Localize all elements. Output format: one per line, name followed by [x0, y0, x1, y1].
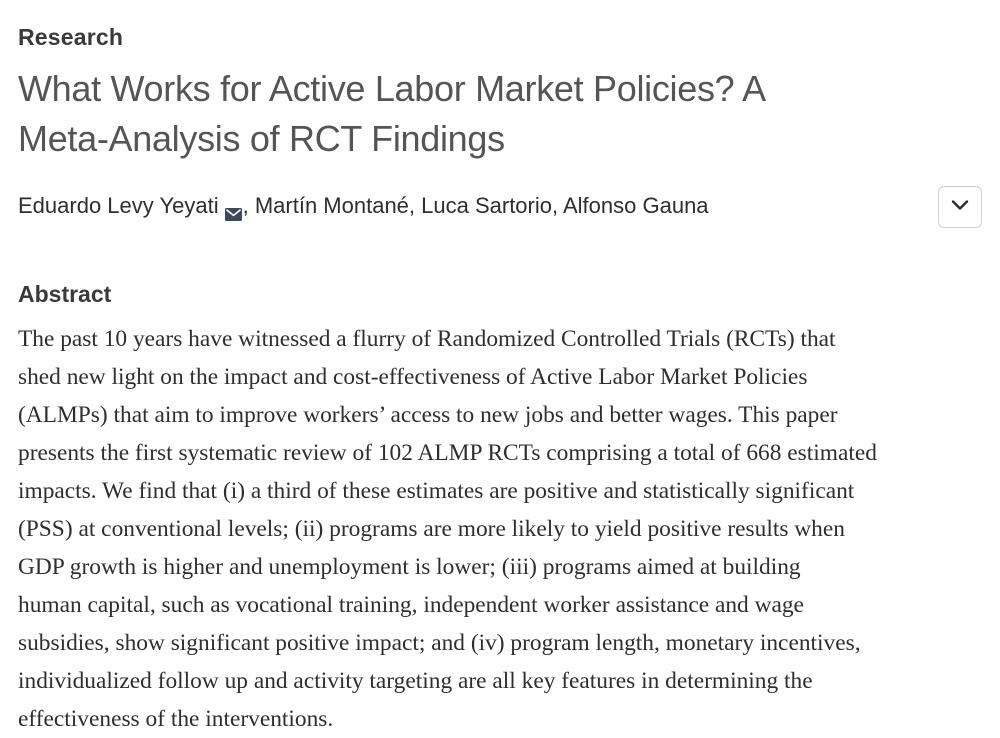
- co-authors[interactable]: , Martín Montané, Luca Sartorio, Alfonso Gauna: [242, 193, 709, 218]
- chevron-down-icon: [950, 198, 970, 216]
- abstract-line: effectiveness of the interventions.: [18, 706, 334, 732]
- abstract-line: human capital, such as vocational training, independent worker assistance and wage: [18, 592, 804, 618]
- author-name[interactable]: Eduardo Levy Yeyati: [18, 193, 219, 218]
- abstract-line: individualized follow up and activity targeting are all key features in determining the: [18, 668, 813, 694]
- abstract-text: [18, 320, 990, 738]
- mail-icon[interactable]: [225, 201, 242, 214]
- abstract-heading: Abstract: [18, 281, 112, 307]
- abstract-line: (ALMPs) that aim to improve workers’ access to new jobs and better wages. This paper: [18, 402, 838, 428]
- abstract-line: shed new light on the impact and cost-effectiveness of Active Labor Market Policies: [18, 364, 808, 390]
- section-label: Research: [18, 24, 124, 50]
- abstract-line: impacts. We find that (i) a third of these estimates are positive and statistically significant: [18, 478, 855, 504]
- abstract-line: GDP growth is higher and unemployment is lower; (iii) programs aimed at building: [18, 554, 801, 580]
- expand-authors-button[interactable]: [938, 186, 982, 228]
- abstract-line: The past 10 years have witnessed a flurry of Randomized Controlled Trials (RCTs) that: [18, 326, 836, 352]
- abstract-line: presents the first systematic review of 102 ALMP RCTs comprising a total of 668 estimated: [18, 440, 877, 466]
- abstract-line: (PSS) at conventional levels; (ii) programs are more likely to yield positive results when: [18, 516, 845, 542]
- author-list: [18, 193, 709, 219]
- abstract-line: subsidies, show significant positive impact; and (iv) program length, monetary incentives,: [18, 630, 861, 656]
- article-title: What Works for Active Labor Market Policies? A Meta-Analysis of RCT Findings: [18, 68, 764, 159]
